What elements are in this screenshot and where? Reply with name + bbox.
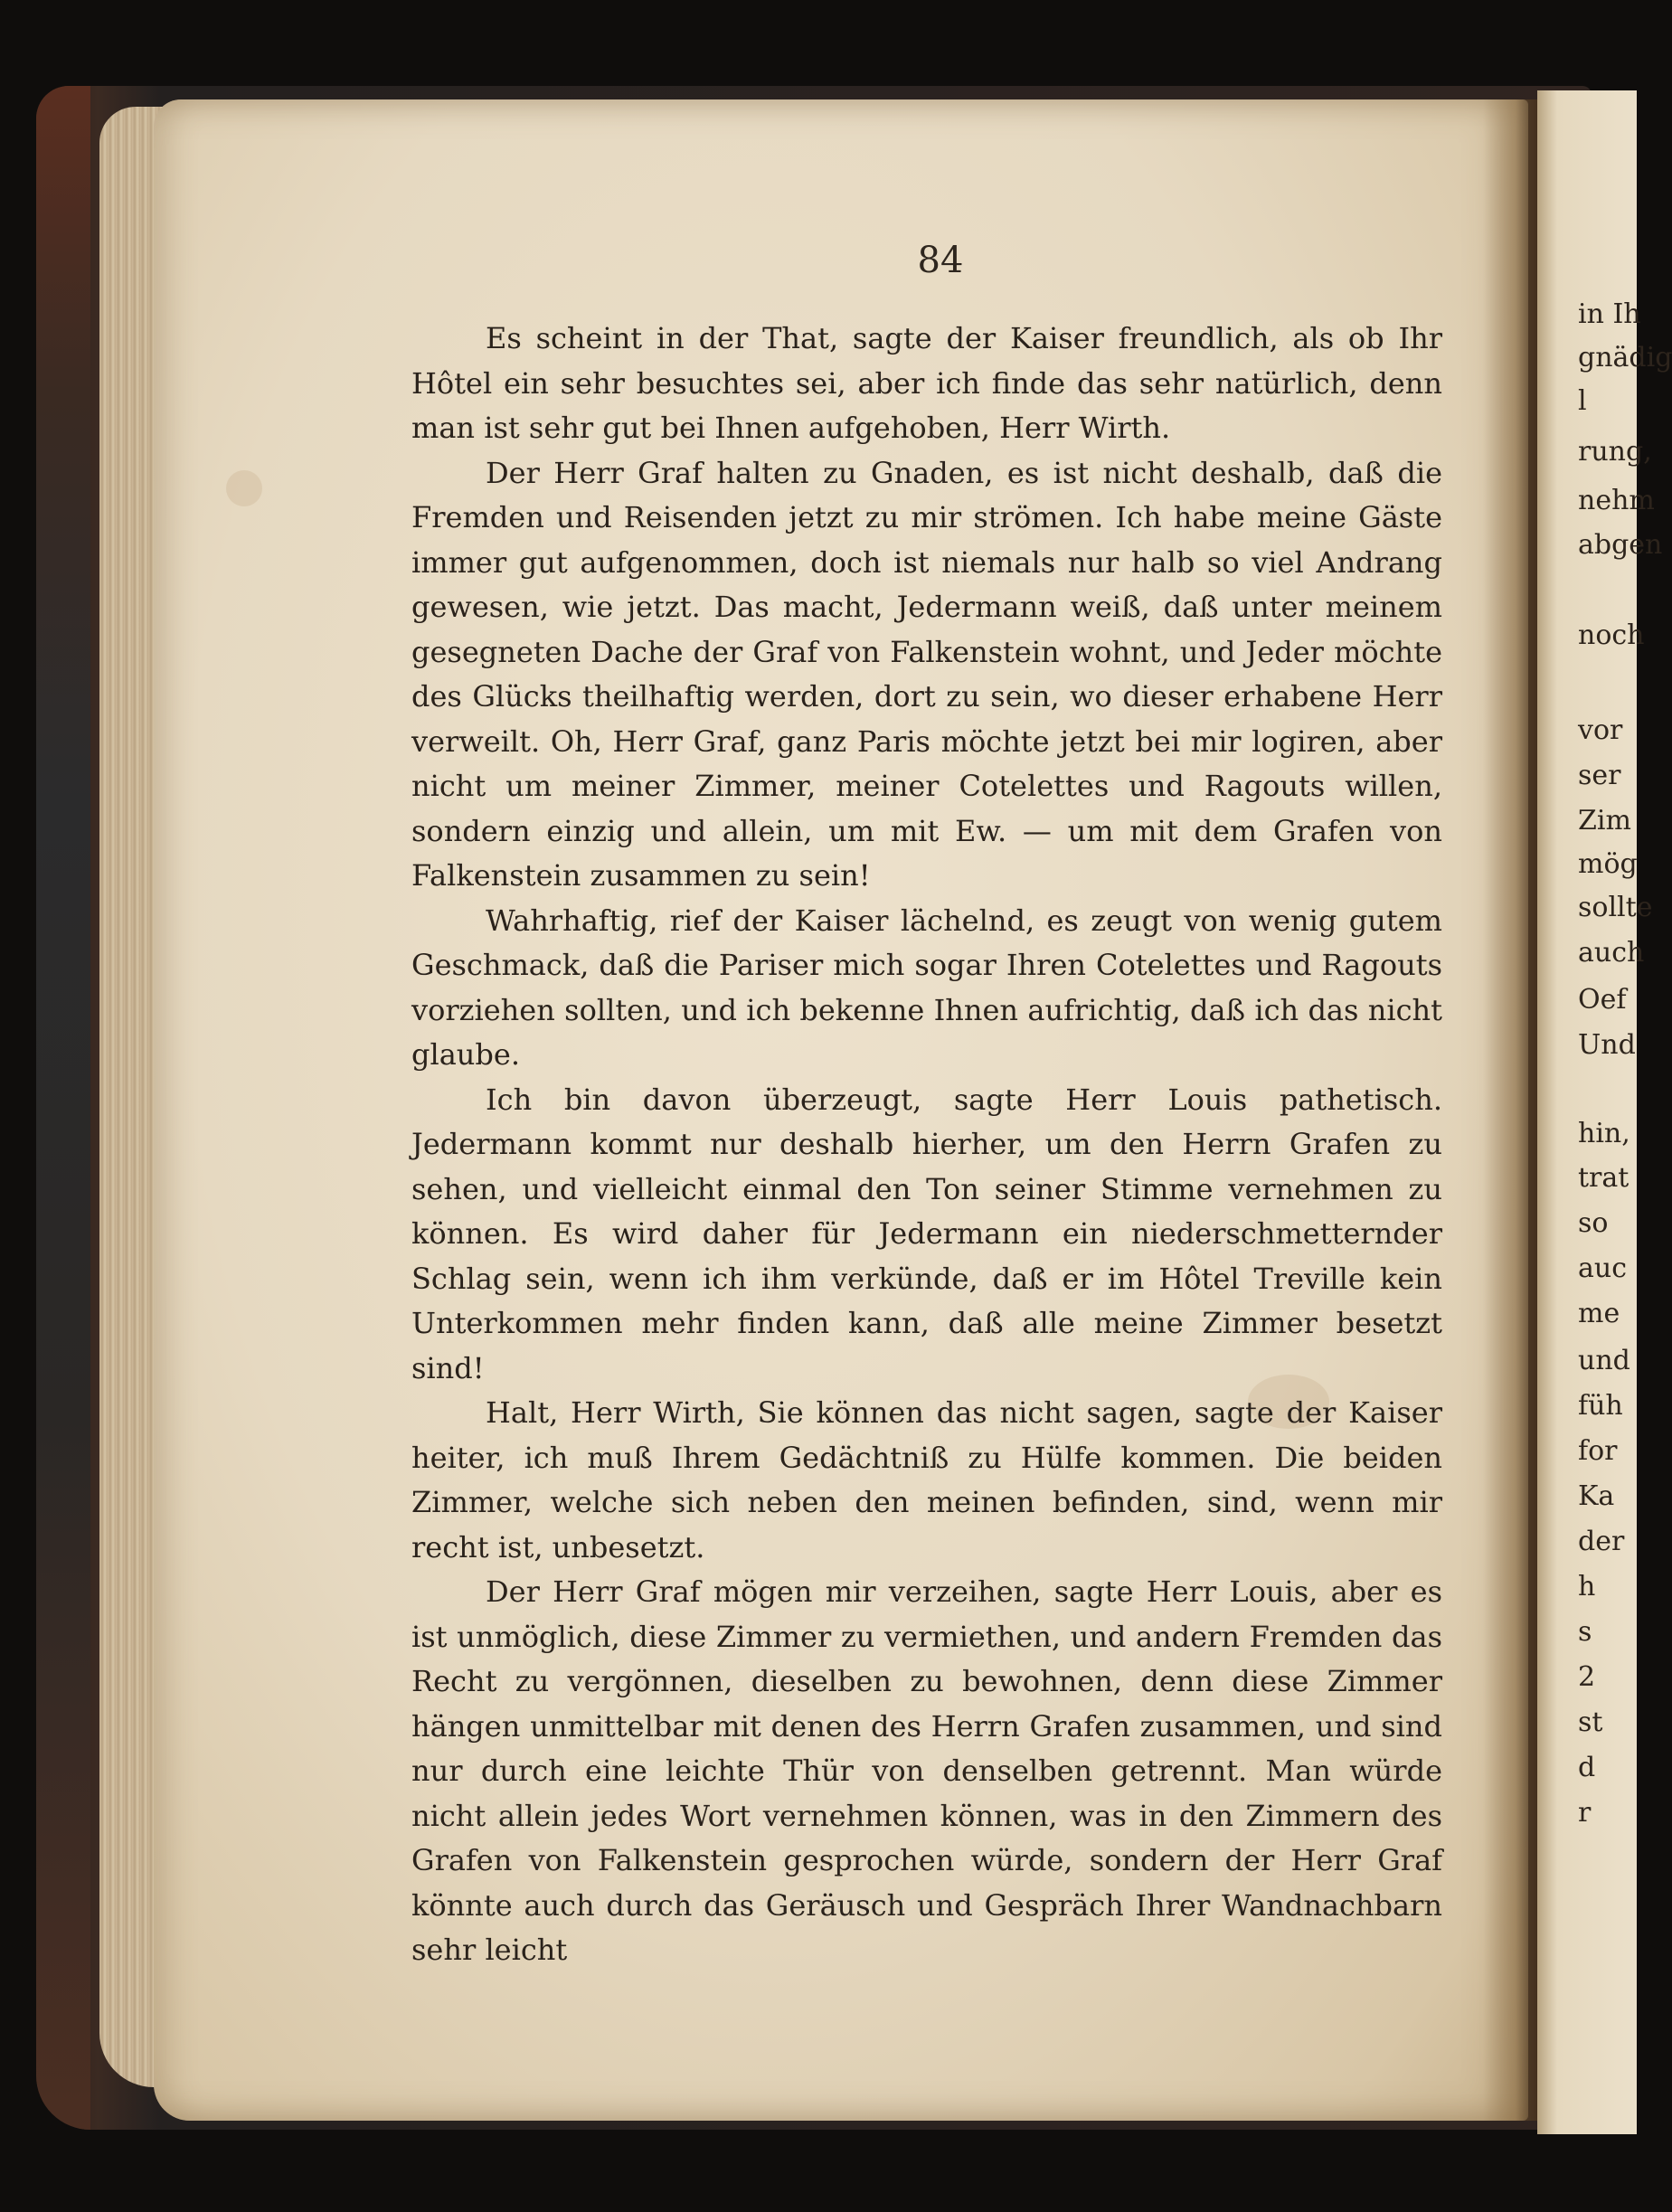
facing-fragment: for	[1578, 1435, 1618, 1467]
page-body-text	[411, 317, 1442, 1973]
facing-fragment: r	[1578, 1797, 1592, 1829]
page-number: 84	[917, 240, 964, 281]
facing-fragment: und	[1578, 1345, 1630, 1376]
facing-fragment: sollte	[1578, 892, 1653, 923]
facing-fragment: füh	[1578, 1390, 1623, 1422]
facing-fragment: in Ih	[1578, 298, 1641, 330]
facing-fragment: s	[1578, 1616, 1592, 1648]
paragraph: Es scheint in der That, sagte der Kaiser freundlich, als ob Ihr Hôtel ein sehr besuchtes sei, aber ich finde das sehr natürlich, denn man ist sehr gut bei Ihnen aufgehoben, Herr Wirth.	[411, 321, 1442, 445]
facing-fragment: Zim	[1578, 805, 1631, 837]
facing-fragment: noch	[1578, 619, 1645, 651]
book-spine-edge	[36, 86, 90, 2130]
facing-fragment: auc	[1578, 1253, 1628, 1284]
facing-fragment: l	[1578, 385, 1587, 417]
facing-fragment: gnädig	[1578, 342, 1672, 373]
facing-fragment: Oef	[1578, 984, 1627, 1016]
facing-fragment: Und	[1578, 1029, 1636, 1061]
facing-fragment: so	[1578, 1207, 1609, 1239]
facing-fragment: h	[1578, 1571, 1596, 1602]
page-stain	[226, 470, 262, 506]
facing-fragment: me	[1578, 1298, 1620, 1329]
facing-fragment: auch	[1578, 937, 1645, 969]
facing-fragment: 2	[1578, 1661, 1596, 1693]
facing-fragment: rung,	[1578, 436, 1652, 468]
facing-fragment: hin,	[1578, 1118, 1630, 1149]
facing-fragment: vor	[1578, 714, 1623, 746]
facing-fragment: mög	[1578, 848, 1638, 880]
paragraph: Halt, Herr Wirth, Sie können das nicht sagen, sagte der Kaiser heiter, ich muß Ihrem Gedächtniß zu Hülfe kommen. Die beiden Zimmer, welche sich neben den meinen befinden, sind, wenn mir recht ist, unbesetzt.	[411, 1395, 1442, 1564]
facing-fragment: Ka	[1578, 1480, 1615, 1512]
facing-fragment: nehm	[1578, 485, 1655, 516]
facing-fragment: abgen	[1578, 529, 1663, 561]
paragraph: Wahrhaftig, rief der Kaiser lächelnd, es zeugt von wenig gutem Geschmack, daß die Pariser mich sogar Ihren Cotelettes und Ragouts vorziehen sollten, und ich bekenne Ihnen aufrichtig, daß ich das nicht glaube.	[411, 903, 1442, 1072]
paragraph: Ich bin davon überzeugt, sagte Herr Louis pathetisch. Jedermann kommt nur deshalb hierher, um den Herrn Grafen zu sehen, und vielleicht einmal den Ton seiner Stimme vernehmen zu können. Es wird daher für Jedermann ein niederschmetternder Schlag sein, wenn ich ihm verkünde, daß er im Hôtel Treville kein Unterkommen mehr finden kann, daß alle meine Zimmer besetzt sind!	[411, 1082, 1442, 1385]
facing-fragment: d	[1578, 1752, 1596, 1783]
page-gutter-shadow	[1483, 99, 1537, 2121]
facing-fragment: trat	[1578, 1162, 1629, 1194]
facing-fragment: st	[1578, 1706, 1603, 1738]
facing-fragment: ser	[1578, 760, 1621, 791]
facing-fragment: der	[1578, 1526, 1625, 1557]
paragraph: Der Herr Graf mögen mir verzeihen, sagte Herr Louis, aber es ist unmöglich, diese Zimmer zu vermiethen, und andern Fremden das Recht zu vergönnen, dieselben zu bewohnen, denn diese Zimmer hängen unmittelbar mit denen des Herrn Grafen zusammen, und sind nur durch eine leichte Thür von denselben getrennt. Man würde nicht allein jedes Wort vernehmen können, was in den Zimmern des Grafen von Falkenstein gesprochen würde, sondern der Herr Graf könnte auch durch das Geräusch und Gespräch Ihrer Wandnachbarn sehr leicht	[411, 1574, 1442, 1967]
paragraph: Der Herr Graf halten zu Gnaden, es ist nicht deshalb, daß die Fremden und Reisenden jetzt zu mir strömen. Ich habe meine Gäste immer gut aufgenommen, doch ist niemals nur halb so viel Andrang gewesen, wie jetzt. Das macht, Jedermann weiß, daß unter meinem gesegneten Dache der Graf von Falkenstein wohnt, und Jeder möchte des Glücks theilhaftig werden, dort zu sein, wo dieser erhabene Herr verweilt. Oh, Herr Graf, ganz Paris möchte jetzt bei mir logiren, aber nicht um meiner Zimmer, meiner Cotelettes und Ragouts willen, sondern einzig und allein, um mit Ew. — um mit dem Grafen von Falkenstein zusammen zu sein!	[411, 455, 1442, 893]
